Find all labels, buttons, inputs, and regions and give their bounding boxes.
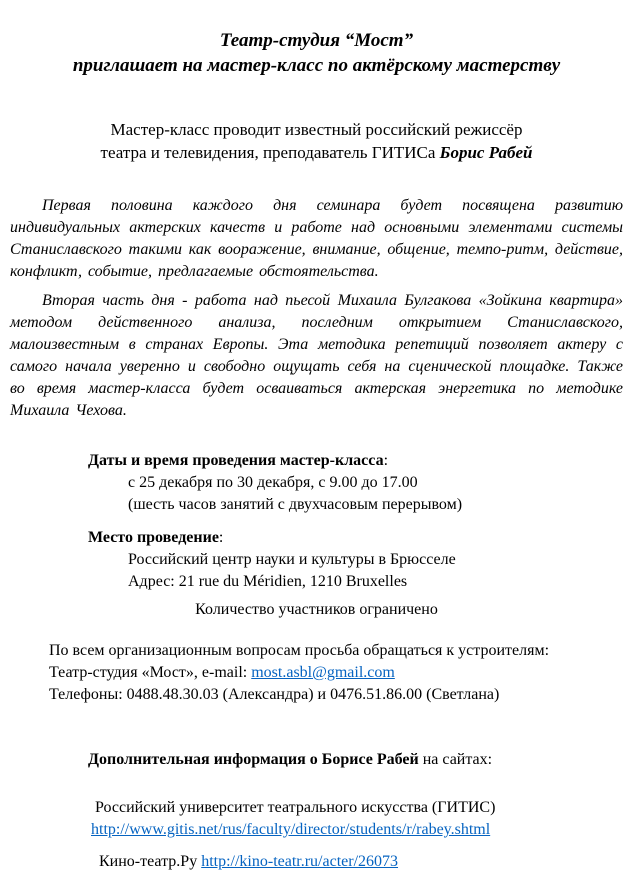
dates-line-2: (шесть часов занятий с двухчасовым перерывом) [128, 496, 463, 513]
event-details [0, 450, 633, 593]
subtitle-line-2-text: театра и телевидения, преподаватель ГИТИСа [100, 143, 440, 162]
subtitle-line-1: Мастер-класс проводит известный российский режиссёр [110, 120, 523, 139]
more-info-heading [0, 749, 633, 771]
venue-label: Место проведение [88, 529, 219, 546]
intro-paragraph-1: Первая половина каждого дня семинара будет посвящена развитию индивидуальных актерских качеств и работе над основными элементами системы Станиславского такими как вооражение, внимание, общение, темпо-ритм, действие, конфликт, событие, предлагаемые обстоятельства. [10, 197, 623, 280]
intro-paragraph-2: Вторая часть дня - работа над пьесой Михаила Булгакова «Зойкина квартира» методом действенного анализа, последним открытием Станиславского, малоизвестным в странах Европы. Эта методика репетиций позволяет актеру с самого начала уверенно и свободно ощущать себя на сценической площадке. Также во время мастер-класса будет осваиваться актерская энергетика по методике Михаила Чехова. [10, 292, 623, 419]
more-info-block [0, 749, 633, 873]
venue-label-line [88, 527, 633, 549]
subtitle [0, 118, 633, 164]
contacts-block [0, 640, 633, 706]
contacts-line-2-text: Театр-студия «Мост», e-mail: [49, 664, 252, 681]
gitis-link[interactable]: http://www.gitis.net/rus/faculty/director/students/r/rabey.shtml [91, 821, 491, 838]
more-info-heading-rest: на сайтах: [418, 751, 493, 768]
dates-label-colon: : [383, 452, 389, 469]
title-line-2: приглашает на мастер-класс по актёрскому мастерству [72, 55, 561, 76]
subtitle-line-2 [0, 141, 633, 164]
kino-link[interactable]: http://kino-teatr.ru/acter/26073 [201, 853, 399, 870]
participants-notice: Количество участников ограничено [195, 601, 438, 618]
dates-label: Даты и время проведения мастер-класса [88, 452, 384, 469]
contacts-line-1: По всем организационным вопросам просьба обращаться к устроителям: [49, 642, 550, 659]
contacts-line-2 [49, 662, 633, 684]
title-line-1: Театр-студия “Мост” [219, 30, 414, 51]
gitis-link-line [0, 819, 633, 841]
gitis-name: Российский университет театрального искусства (ГИТИС) [95, 799, 496, 816]
page-title [0, 28, 633, 78]
dates-label-line [88, 450, 633, 472]
more-info-heading-bold: Дополнительная информация о Борисе Рабей [88, 751, 419, 768]
venue-line-1: Российский центр науки и культуры в Брюсселе [128, 551, 456, 568]
contacts-line-3: Телефоны: 0488.48.30.03 (Александра) и 0476.51.86.00 (Светлана) [49, 686, 500, 703]
kino-site-name: Кино-театр.Ру [99, 853, 202, 870]
dates-line-1: с 25 декабря по 30 декабря, с 9.00 до 17.00 [128, 474, 418, 491]
kino-line [0, 851, 633, 873]
email-link[interactable]: most.asbl@gmail.com [251, 664, 395, 681]
venue-label-colon: : [218, 529, 224, 546]
teacher-name: Борис Рабей [439, 143, 533, 162]
venue-line-2: Адрес: 21 rue du Méridien, 1210 Bruxelles [128, 573, 408, 590]
